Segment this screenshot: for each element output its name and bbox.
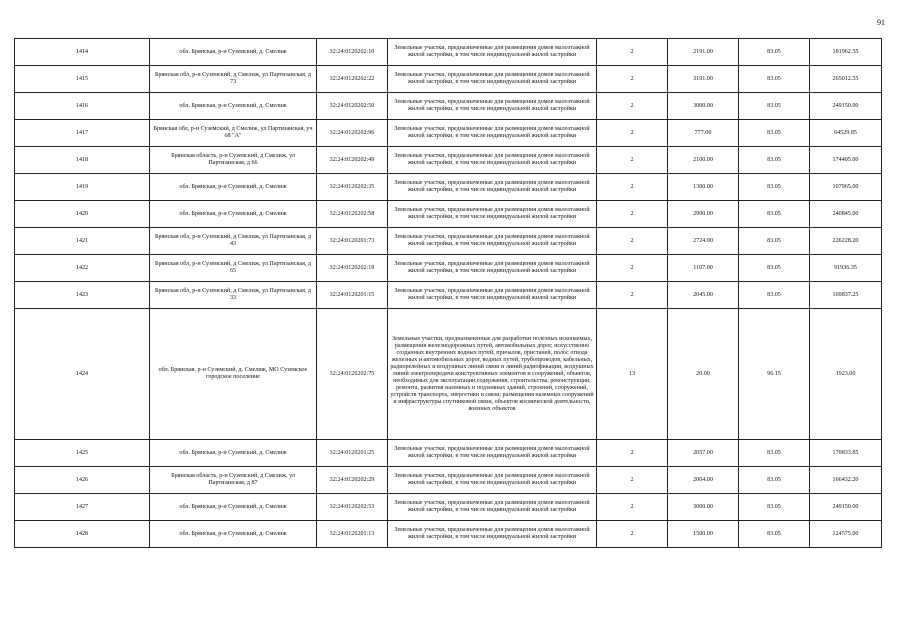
permitted-use-cell: Земельные участки, предназначенные для размещения домов малоэтажной жилой застройки, в том числе индивидуальной жилой застройки [388, 521, 597, 548]
cadastral-number-cell: 32:24:0120202:35 [317, 174, 388, 201]
cadastral-value-cell: 91936.35 [810, 255, 882, 282]
rate-cell: 83.05 [739, 228, 810, 255]
permitted-use-cell: Земельные участки, предназначенные для размещения домов малоэтажной жилой застройки, в том числе индивидуальной жилой застройки [388, 66, 597, 93]
area-cell: 2057.00 [668, 440, 739, 467]
rate-cell: 83.05 [739, 282, 810, 309]
cadastral-number-cell: 32:24:0120201:25 [317, 440, 388, 467]
land-registry-table [14, 38, 882, 548]
area-cell: 2724.00 [668, 228, 739, 255]
area-cell: 20.00 [668, 309, 739, 440]
table-row [15, 120, 882, 147]
category-cell: 2 [597, 521, 668, 548]
table-row [15, 174, 882, 201]
address-cell: Брянская область, р-н Суземский, д Смелиж, ул Партизанская, д 66 [150, 147, 317, 174]
permitted-use-cell: Земельные участки, предназначенные для размещения домов малоэтажной жилой застройки, в том числе индивидуальной жилой застройки [388, 39, 597, 66]
permitted-use-cell: Земельные участки, предназначенные для размещения домов малоэтажной жилой застройки, в том числе индивидуальной жилой застройки [388, 120, 597, 147]
rate-cell: 96.15 [739, 309, 810, 440]
permitted-use-cell: Земельные участки, предназначенные для размещения домов малоэтажной жилой застройки, в том числе индивидуальной жилой застройки [388, 282, 597, 309]
category-cell: 2 [597, 147, 668, 174]
category-cell: 2 [597, 467, 668, 494]
cadastral-value-cell: 240845.00 [810, 201, 882, 228]
area-cell: 2191.00 [668, 39, 739, 66]
rate-cell: 83.05 [739, 467, 810, 494]
cadastral-number-cell: 32:24:0120201:13 [317, 521, 388, 548]
area-cell: 777.00 [668, 120, 739, 147]
table-row [15, 494, 882, 521]
cadastral-value-cell: 170833.85 [810, 440, 882, 467]
cadastral-value-cell: 249150.00 [810, 494, 882, 521]
cadastral-number-cell: 32:24:0120202:49 [317, 147, 388, 174]
permitted-use-cell: Земельные участки, предназначенные для размещения домов малоэтажной жилой застройки, в том числе индивидуальной жилой застройки [388, 93, 597, 120]
permitted-use-cell: Земельные участки, предназначенные для размещения домов малоэтажной жилой застройки, в том числе индивидуальной жилой застройки [388, 255, 597, 282]
address-cell: Брянская обл, р-н Суземский, д Смелиж, ул Партизанская, д 73 [150, 66, 317, 93]
category-cell: 2 [597, 120, 668, 147]
cadastral-number-cell: 32:24:0120202:22 [317, 66, 388, 93]
address-cell: обл. Брянская, р-н Суземский, д. Смелиж [150, 93, 317, 120]
cadastral-value-cell: 64529.85 [810, 120, 882, 147]
table-row [15, 228, 882, 255]
cadastral-number-cell: 32:24:0120202:18 [317, 255, 388, 282]
row-number-cell: 1420 [15, 201, 150, 228]
row-number-cell: 1419 [15, 174, 150, 201]
cadastral-number-cell: 32:24:0120202:58 [317, 201, 388, 228]
table-row [15, 147, 882, 174]
cadastral-value-cell: 124575.00 [810, 521, 882, 548]
cadastral-number-cell: 32:24:0120201:15 [317, 282, 388, 309]
cadastral-number-cell: 32:24:0120202:29 [317, 467, 388, 494]
row-number-cell: 1423 [15, 282, 150, 309]
category-cell: 2 [597, 201, 668, 228]
row-number-cell: 1417 [15, 120, 150, 147]
category-cell: 2 [597, 255, 668, 282]
page-number: 91 [877, 18, 885, 27]
row-number-cell: 1428 [15, 521, 150, 548]
area-cell: 1500.00 [668, 521, 739, 548]
rate-cell: 83.05 [739, 93, 810, 120]
cadastral-value-cell: 174405.00 [810, 147, 882, 174]
rate-cell: 83.05 [739, 147, 810, 174]
table-row [15, 309, 882, 440]
permitted-use-cell: Земельные участки, предназначенные для разработки полезных ископаемых, размещения железнодорожных путей, автомобильных дорог, искусственно созданных внутренних водных путей, причалов, пристаней, полос отвода железных и автомобильных дорог, водных путей, трубопроводов, кабельных, радиорелейных и воздушных линий связи и линий радиофикации, воздушных линий электропередачи конструктивных элементов и сооружений, объектов, необходимых для эксплуатации,содержания, строительства, реконструкции, ремонта, развития наземных и подземных зданий, строений, сооружений, устройств транспорта, энергетики и связи; размещения наземных сооружений и инфраструктуры спутниковой связи, объектов космической деятельности, военных объектов [388, 309, 597, 440]
row-number-cell: 1421 [15, 228, 150, 255]
rate-cell: 83.05 [739, 174, 810, 201]
address-cell: обл. Брянская, р-н Суземский, д. Смелиж [150, 521, 317, 548]
cadastral-value-cell: 265012.55 [810, 66, 882, 93]
rate-cell: 83.05 [739, 494, 810, 521]
address-cell: Брянская обл, р-н Суземский, д Смелиж, ул Партизанская, д 65 [150, 255, 317, 282]
rate-cell: 83.05 [739, 440, 810, 467]
category-cell: 2 [597, 494, 668, 521]
area-cell: 2045.00 [668, 282, 739, 309]
cadastral-value-cell: 107965.00 [810, 174, 882, 201]
area-cell: 2900.00 [668, 201, 739, 228]
rate-cell: 83.05 [739, 120, 810, 147]
cadastral-value-cell: 181962.55 [810, 39, 882, 66]
rate-cell: 83.05 [739, 201, 810, 228]
category-cell: 2 [597, 39, 668, 66]
cadastral-value-cell: 226228.20 [810, 228, 882, 255]
address-cell: Брянская обл, р-н Суземский, д Смелиж, ул Партизанская, уч 68 "А" [150, 120, 317, 147]
table-row [15, 467, 882, 494]
row-number-cell: 1422 [15, 255, 150, 282]
area-cell: 3191.00 [668, 66, 739, 93]
address-cell: обл. Брянская, р-н Суземский, д. Смелиж [150, 174, 317, 201]
row-number-cell: 1424 [15, 309, 150, 440]
cadastral-number-cell: 32:24:0120201:73 [317, 228, 388, 255]
category-cell: 2 [597, 174, 668, 201]
category-cell: 2 [597, 93, 668, 120]
address-cell: Брянская обл, р-н Суземский, д Смелиж, ул Партизанская, д 33 [150, 282, 317, 309]
table-row [15, 282, 882, 309]
address-cell: Брянская область, р-н Суземский, д Смелиж, ул Партизанская, д 87 [150, 467, 317, 494]
permitted-use-cell: Земельные участки, предназначенные для размещения домов малоэтажной жилой застройки, в том числе индивидуальной жилой застройки [388, 174, 597, 201]
row-number-cell: 1425 [15, 440, 150, 467]
category-cell: 2 [597, 282, 668, 309]
permitted-use-cell: Земельные участки, предназначенные для размещения домов малоэтажной жилой застройки, в том числе индивидуальной жилой застройки [388, 494, 597, 521]
address-cell: обл. Брянская, р-н Суземский, д. Смелиж [150, 201, 317, 228]
cadastral-value-cell: 1923.00 [810, 309, 882, 440]
table-body [15, 39, 882, 548]
table-row [15, 66, 882, 93]
table-row [15, 39, 882, 66]
category-cell: 13 [597, 309, 668, 440]
table-row [15, 93, 882, 120]
permitted-use-cell: Земельные участки, предназначенные для размещения домов малоэтажной жилой застройки, в том числе индивидуальной жилой застройки [388, 228, 597, 255]
area-cell: 1300.00 [668, 174, 739, 201]
address-cell: Брянская обл, р-н Суземский, д Смелиж, ул Партизанская, д 43 [150, 228, 317, 255]
cadastral-value-cell: 249150.00 [810, 93, 882, 120]
rate-cell: 83.05 [739, 255, 810, 282]
cadastral-value-cell: 166432.20 [810, 467, 882, 494]
cadastral-number-cell: 32:24:0120202:75 [317, 309, 388, 440]
row-number-cell: 1416 [15, 93, 150, 120]
address-cell: обл. Брянская, р-н Суземский, д. Смелиж, МО Суземское городское поселение [150, 309, 317, 440]
table-row [15, 521, 882, 548]
area-cell: 2004.00 [668, 467, 739, 494]
rate-cell: 83.05 [739, 39, 810, 66]
row-number-cell: 1426 [15, 467, 150, 494]
cadastral-number-cell: 32:24:0120202:96 [317, 120, 388, 147]
permitted-use-cell: Земельные участки, предназначенные для размещения домов малоэтажной жилой застройки, в том числе индивидуальной жилой застройки [388, 440, 597, 467]
permitted-use-cell: Земельные участки, предназначенные для размещения домов малоэтажной жилой застройки, в том числе индивидуальной жилой застройки [388, 201, 597, 228]
row-number-cell: 1414 [15, 39, 150, 66]
category-cell: 2 [597, 228, 668, 255]
row-number-cell: 1415 [15, 66, 150, 93]
cadastral-number-cell: 32:24:0120202:50 [317, 93, 388, 120]
address-cell: обл. Брянская, р-н Суземский, д. Смелиж [150, 440, 317, 467]
category-cell: 2 [597, 440, 668, 467]
rate-cell: 83.05 [739, 66, 810, 93]
row-number-cell: 1427 [15, 494, 150, 521]
area-cell: 3000.00 [668, 494, 739, 521]
area-cell: 3000.00 [668, 93, 739, 120]
category-cell: 2 [597, 66, 668, 93]
permitted-use-cell: Земельные участки, предназначенные для размещения домов малоэтажной жилой застройки, в том числе индивидуальной жилой застройки [388, 467, 597, 494]
cadastral-number-cell: 32:24:0120202:10 [317, 39, 388, 66]
cadastral-number-cell: 32:24:0120202:53 [317, 494, 388, 521]
area-cell: 2100.00 [668, 147, 739, 174]
address-cell: обл. Брянская, р-н Суземский, д. Смелиж [150, 39, 317, 66]
table-row [15, 440, 882, 467]
address-cell: обл. Брянская, р-н Суземский, д. Смелиж [150, 494, 317, 521]
rate-cell: 83.05 [739, 521, 810, 548]
cadastral-value-cell: 169837.25 [810, 282, 882, 309]
row-number-cell: 1418 [15, 147, 150, 174]
table-row [15, 201, 882, 228]
table-row [15, 255, 882, 282]
permitted-use-cell: Земельные участки, предназначенные для размещения домов малоэтажной жилой застройки, в том числе индивидуальной жилой застройки [388, 147, 597, 174]
area-cell: 1107.00 [668, 255, 739, 282]
